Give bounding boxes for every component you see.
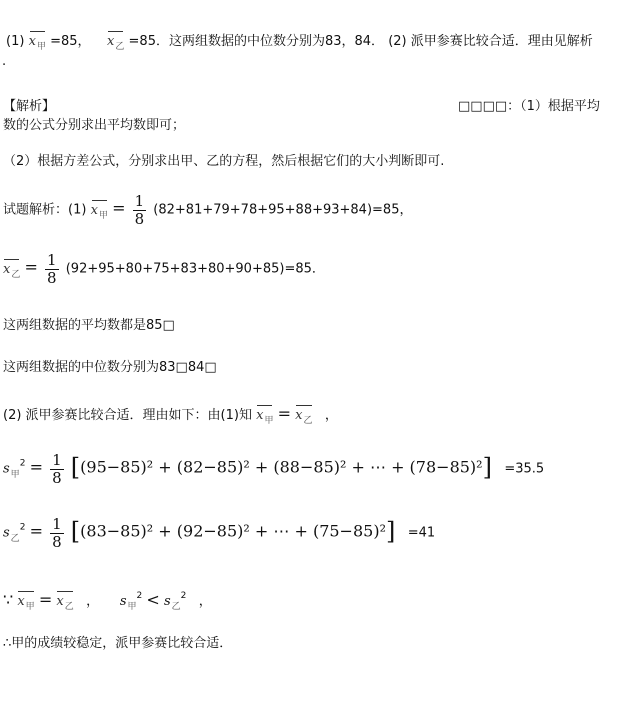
variance-jia-expression: (95−85)² + (82−85)² + (88−85)² + ⋯ + (78−85)² [80, 457, 483, 477]
analysis-line1: 数的公式分别求出平均数即可； [3, 118, 186, 133]
part2-intro: (2) 派甲参赛比较合适．理由如下：由(1)知 $x_甲 = x_乙$ ， [3, 404, 338, 426]
both-mean-statement: 这两组数据的平均数都是85□ [3, 318, 175, 333]
x-bar-yi: $x_乙$ [3, 261, 21, 280]
solution-label: 试题解析：(1) [3, 202, 87, 218]
variance-yi-expression: (83−85)² + (92−85)² + ⋯ + (75−85)² [80, 521, 386, 541]
mean-yi-expression: (92+95+80+75+83+80+90+85)=85． [65, 261, 325, 277]
variance-jia: $s_甲^2$ = $\frac{1}{8}$ [(95−85)² + (82−85)² + (88−85)² + ⋯ + (78−85)²] =35.5 [3, 451, 545, 487]
mean-yi-and-median: =85．这两组数据的中位数分别为83，84． [128, 34, 385, 49]
analysis-header: 【解析】 [3, 99, 56, 114]
part2-answer: (2) 派甲参赛比较合适．理由见解析 [388, 34, 593, 49]
variance-jia-result: =35.5 [504, 461, 545, 477]
solution-mean-yi: $x_乙$ = $\frac{1}{8}$ (92+95+80+75+83+80+90+85)=85． [3, 251, 325, 287]
mean-jia-expression: (82+81+79+78+95+88+93+84)=85， [153, 202, 413, 218]
x-bar-yi: $x_乙$ [295, 408, 313, 426]
x-bar-jia: $x_甲$ [90, 202, 108, 221]
fraction-one-eighth: $\frac{1}{8}$ [52, 451, 62, 487]
x-bar-jia: $x_甲$ [17, 594, 35, 612]
variance-yi-result: =41 [407, 525, 436, 541]
solution-mean-jia: 试题解析：(1) $x_甲$ = $\frac{1}{8}$ (82+81+79+78+95+88+93+84)=85， [3, 192, 413, 228]
fraction-one-eighth: $\frac{1}{8}$ [52, 515, 62, 551]
fraction-one-eighth: $\frac{1}{8}$ [47, 251, 57, 287]
x-bar-yi: $x_乙$ [56, 594, 74, 612]
variance-yi: $s_乙^2$ = $\frac{1}{8}$ [(83−85)² + (92−85)² + ⋯ + (75−85)²] =41 [3, 515, 436, 551]
x-bar-yi: $x_乙$ [107, 34, 125, 52]
because-line: ∵ $x_甲 = x_乙$ ， $s_甲^2 < s_乙^2$ ， [3, 590, 212, 612]
mean-jia-value: =85， [50, 34, 91, 49]
trailing-dot: . [2, 54, 7, 69]
part1-label: (1) [6, 34, 25, 49]
analysis-hint-right: □□□□：（1）根据平均 [458, 99, 600, 114]
fraction-one-eighth: $\frac{1}{8}$ [134, 192, 145, 228]
analysis-line2: （2）根据方差公式，分别求出甲、乙的方程，然后根据它们的大小判断即可. [3, 154, 445, 169]
both-median-statement: 这两组数据的中位数分别为83□84□ [3, 360, 217, 375]
x-bar-jia: $x_甲$ [28, 34, 46, 52]
answer-line [6, 30, 593, 52]
x-bar-jia: $x_甲$ [256, 408, 274, 426]
conclusion: ∴甲的成绩较稳定，派甲参赛比较合适． [3, 636, 233, 651]
